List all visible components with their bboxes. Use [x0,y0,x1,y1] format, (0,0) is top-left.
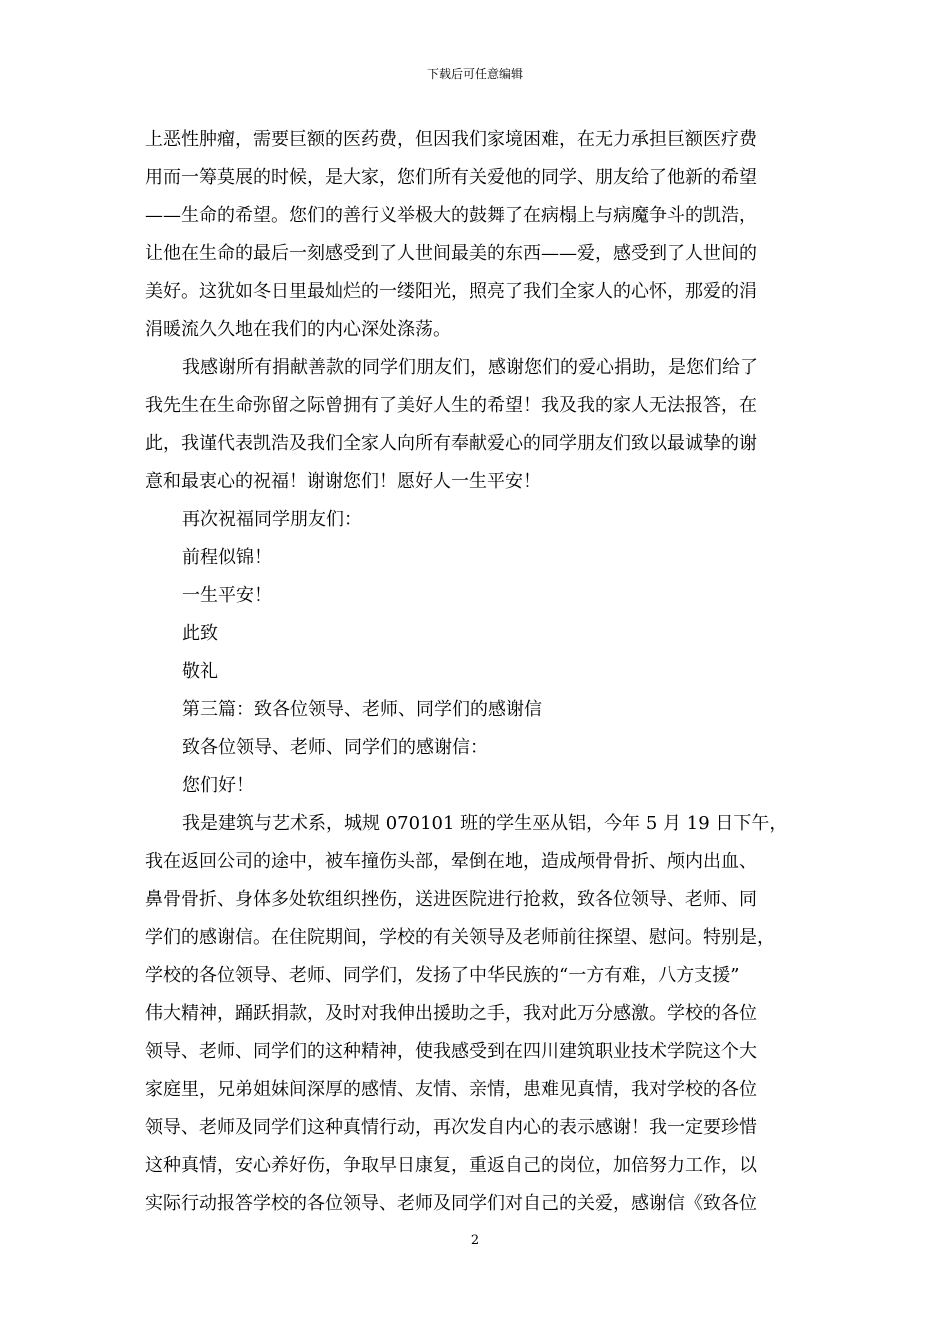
text-line: 我先生在生命弥留之际曾拥有了美好人生的希望！我及我的家人无法报答，在 [145,395,757,416]
text-line: 此致 [182,623,218,644]
text-line: 敬礼 [182,661,218,682]
page-header-note: 下载后可任意编辑 [426,67,523,81]
text-line: 再次祝福同学朋友们： [182,509,362,530]
text-line: 学们的感谢信。在住院期间，学校的有关领导及老师前往探望、慰问。特别是， [145,927,775,948]
text-line: 伟大精神，踊跃捐款，及时对我伸出援助之手，我对此万分感激。学校的各位 [145,1003,757,1024]
text-line: 用而一筹莫展的时候，是大家，您们所有关爱他的同学、朋友给了他新的希望 [145,167,757,188]
text-line: 一生平安！ [182,585,272,606]
text-line: 我感谢所有捐献善款的同学们朋友们，感谢您们的爱心捐助，是您们给了 [182,357,758,378]
text-line: 意和最衷心的祝福！谢谢您们！愿好人一生平安！ [145,471,541,492]
text-line: 实际行动报答学校的各位领导、老师及同学们对自己的关爱，感谢信《致各位 [145,1193,757,1214]
text-line: 领导、老师及同学们这种真情行动，再次发自内心的表示感谢！我一定要珍惜 [145,1117,757,1138]
text-line: 领导、老师、同学们的这种精神，使我感受到在四川建筑职业技术学院这个大 [145,1041,757,1062]
page-number: 2 [470,1233,480,1248]
text-line: ——生命的希望。您们的善行义举极大的鼓舞了在病榻上与病魔争斗的凯浩， [145,205,757,226]
text-line: 这种真情，安心养好伤，争取早日康复，重返自己的岗位，加倍努力工作，以 [145,1155,757,1176]
text-line: 鼻骨骨折、身体多处软组织挫伤，送进医院进行抢救，致各位领导、老师、同 [145,889,757,910]
text-line: 我是建筑与艺术系，城规 070101 班的学生巫从铝，今年 5 月 19 日下午， [182,813,788,834]
text-line: 家庭里，兄弟姐妹间深厚的感情、友情、亲情，患难见真情，我对学校的各位 [145,1079,757,1100]
text-line: 学校的各位领导、老师、同学们，发扬了中华民族的“一方有难，八方支援” [145,965,740,986]
text-line: 美好。这犹如冬日里最灿烂的一缕阳光，照亮了我们全家人的心怀，那爱的涓 [145,281,757,302]
text-line: 此，我谨代表凯浩及我们全家人向所有奉献爱心的同学朋友们致以最诚挚的谢 [145,433,757,454]
section-heading: 第三篇：致各位领导、老师、同学们的感谢信 [182,699,542,720]
text-line: 上恶性肿瘤，需要巨额的医药费，但因我们家境困难，在无力承担巨额医疗费 [145,129,757,150]
text-line: 我在返回公司的途中，被车撞伤头部，晕倒在地，造成颅骨骨折、颅内出血、 [145,851,757,872]
text-line: 前程似锦！ [182,547,272,568]
text-line: 涓暖流久久地在我们的内心深处涤荡。 [145,319,451,340]
document-body [145,121,810,1223]
text-line: 致各位领导、老师、同学们的感谢信： [182,737,488,758]
text-line: 您们好！ [182,775,254,796]
text-line: 让他在生命的最后一刻感受到了人世间最美的东西——爱，感受到了人世间的 [145,243,757,264]
